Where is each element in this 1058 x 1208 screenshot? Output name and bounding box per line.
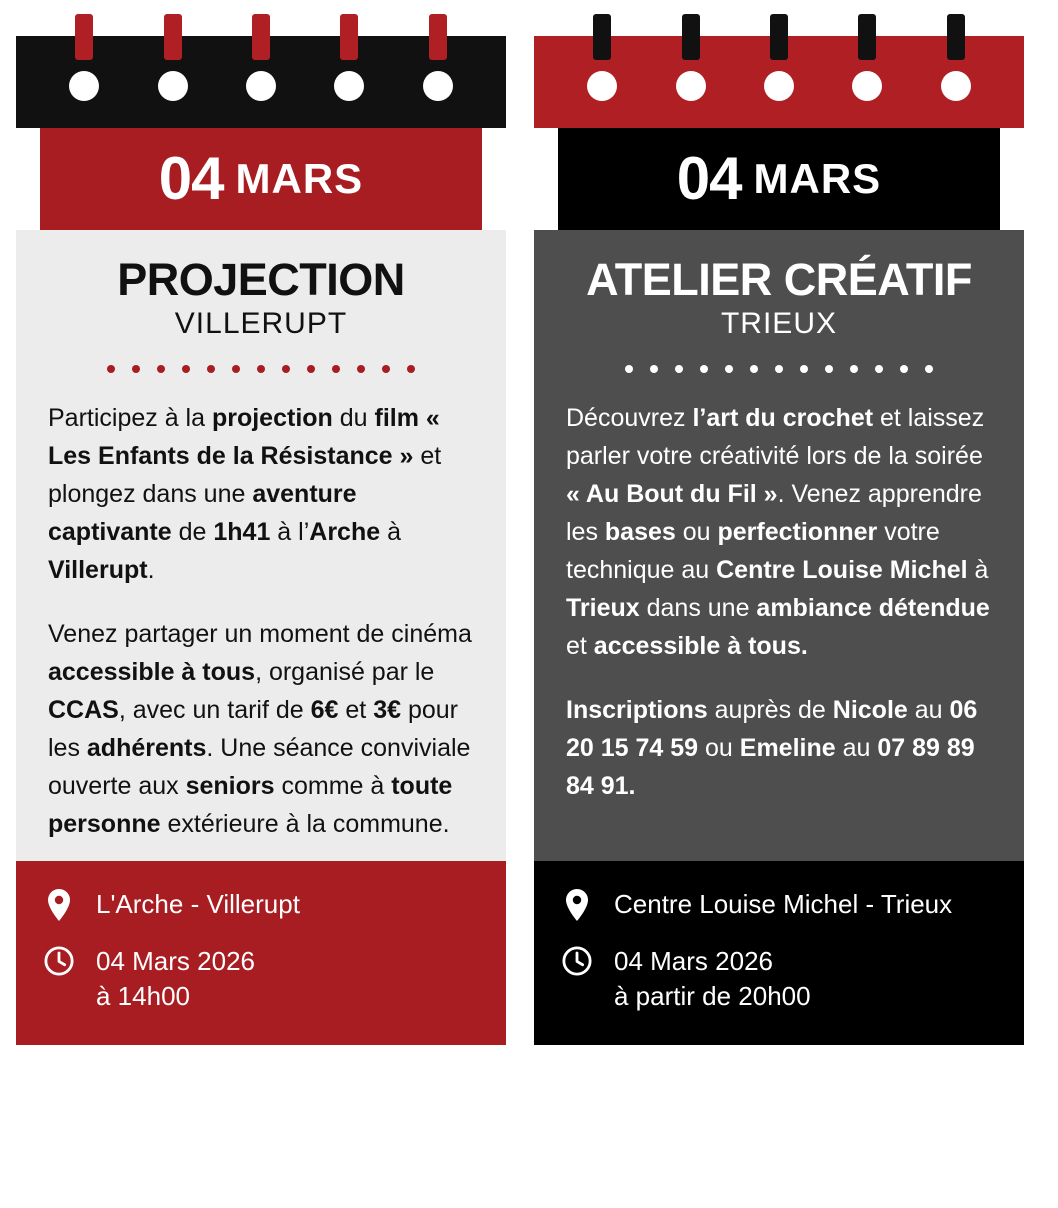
footer-datetime-row xyxy=(44,944,478,1014)
event-paragraph: Découvrez l’art du crochet et laissez parler votre créativité lors de la soirée « Au Bout du Fil ». Venez apprendre les bases ou perfectionner votre technique au Centre Louise Michel à Trieux dans une ambiance détendue et accessible à tous. xyxy=(566,404,990,661)
date-banner xyxy=(40,128,482,230)
footer-location-row xyxy=(562,887,996,922)
divider-dot xyxy=(725,365,733,373)
divider-dot xyxy=(750,365,758,373)
clock-icon xyxy=(562,944,592,978)
event-city: TRIEUX xyxy=(720,307,837,341)
event-paragraph: Venez partager un moment de cinéma accessible à tous, organisé par le CCAS, avec un tarif de 6€ et 3€ pour les adhérents. Une séance conviviale ouverte aux seniors comme à toute personne extérieure à la commune. xyxy=(48,620,472,839)
event-location: L'Arche - Villerupt xyxy=(96,889,300,920)
date-banner xyxy=(558,128,1000,230)
location-pin-icon xyxy=(44,887,74,921)
event-paragraph: Inscriptions auprès de Nicole au 06 20 15 74 59 ou Emeline au 07 89 89 84 91. xyxy=(566,696,978,801)
calendar-binder-strip xyxy=(16,36,506,128)
divider-dot xyxy=(182,365,190,373)
event-location: Centre Louise Michel - Trieux xyxy=(614,889,953,920)
footer-datetime-row xyxy=(562,944,996,1014)
date-month: MARS xyxy=(753,155,882,202)
event-card-atelier-creatif xyxy=(534,14,1024,1045)
clock-icon xyxy=(44,944,74,978)
date-month: MARS xyxy=(235,155,364,202)
divider-dot xyxy=(800,365,808,373)
divider-dot xyxy=(132,365,140,373)
divider-dot xyxy=(775,365,783,373)
date-day: 04 xyxy=(676,145,742,212)
divider-dot xyxy=(900,365,908,373)
divider-dot xyxy=(307,365,315,373)
calendar-binder-strip xyxy=(534,36,1024,128)
card-body xyxy=(16,230,506,861)
divider-dot xyxy=(207,365,215,373)
date-day: 04 xyxy=(158,145,224,212)
divider-dot xyxy=(925,365,933,373)
dotted-divider xyxy=(566,365,992,373)
divider-dot xyxy=(625,365,633,373)
divider-dot xyxy=(357,365,365,373)
divider-dot xyxy=(232,365,240,373)
event-city: VILLERUPT xyxy=(174,307,348,341)
divider-dot xyxy=(650,365,658,373)
divider-dot xyxy=(700,365,708,373)
divider-dot xyxy=(875,365,883,373)
divider-dot xyxy=(675,365,683,373)
footer-location-row xyxy=(44,887,478,922)
event-paragraph: Participez à la projection du film « Les Enfants de la Résistance » et plongez dans une aventure captivante de 1h41 à l’Arche à Villerupt. xyxy=(48,404,442,585)
divider-dot xyxy=(157,365,165,373)
dotted-divider xyxy=(48,365,474,373)
event-title: ATELIER CRÉATIF xyxy=(586,254,972,305)
divider-dot xyxy=(107,365,115,373)
event-datetime: 04 Mars 2026 à partir de 20h00 xyxy=(614,946,811,1012)
divider-dot xyxy=(407,365,415,373)
card-footer xyxy=(534,861,1024,1044)
event-card-projection xyxy=(16,14,506,1045)
location-pin-icon xyxy=(562,887,592,921)
event-title: PROJECTION xyxy=(117,254,405,305)
card-body xyxy=(534,230,1024,861)
divider-dot xyxy=(332,365,340,373)
divider-dot xyxy=(850,365,858,373)
divider-dot xyxy=(382,365,390,373)
divider-dot xyxy=(257,365,265,373)
card-footer xyxy=(16,861,506,1044)
event-datetime: 04 Mars 2026 à 14h00 xyxy=(96,946,255,1012)
divider-dot xyxy=(825,365,833,373)
divider-dot xyxy=(282,365,290,373)
